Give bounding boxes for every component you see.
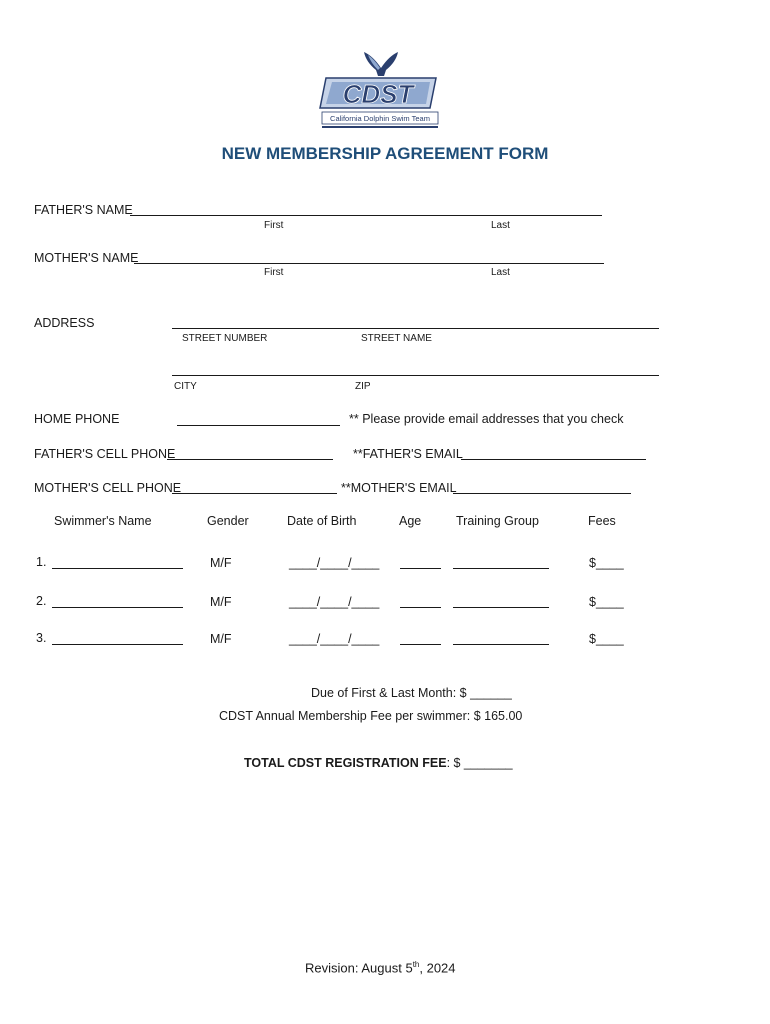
row-number: 1. xyxy=(36,555,47,569)
cdst-logo xyxy=(318,46,444,128)
gender-field[interactable]: M/F xyxy=(210,632,232,646)
row-number: 2. xyxy=(36,594,47,608)
total-fee-label: TOTAL CDST REGISTRATION FEE xyxy=(244,756,447,770)
header-fees: Fees xyxy=(588,514,616,528)
street-number-caption: STREET NUMBER xyxy=(182,333,268,344)
swimmer-name-field[interactable] xyxy=(52,568,183,569)
father-cell-label: FATHER'S CELL PHONE xyxy=(34,447,176,461)
city-caption: CITY xyxy=(174,381,197,392)
header-date-of-birth: Date of Birth xyxy=(287,514,357,528)
address-label: ADDRESS xyxy=(34,316,95,330)
father-email-field[interactable] xyxy=(461,459,646,460)
street-name-caption: STREET NAME xyxy=(361,333,432,344)
gender-field[interactable]: M/F xyxy=(210,556,232,570)
dolphin-tail-logo-graphic xyxy=(318,46,444,128)
total-registration-fee xyxy=(244,756,513,770)
dob-field[interactable]: ____/____/____ xyxy=(289,632,380,646)
fee-field[interactable]: $____ xyxy=(589,595,624,609)
training-group-field[interactable] xyxy=(453,607,549,608)
header-age: Age xyxy=(399,514,422,528)
mother-name-field[interactable] xyxy=(134,263,604,264)
header-training-group: Training Group xyxy=(456,514,539,528)
age-field[interactable] xyxy=(400,644,441,645)
zip-caption: ZIP xyxy=(355,381,371,392)
mother-email-label: **MOTHER'S EMAIL xyxy=(341,481,457,495)
mother-last-caption: Last xyxy=(491,267,510,278)
age-field[interactable] xyxy=(400,607,441,608)
form-title: NEW MEMBERSHIP AGREEMENT FORM xyxy=(221,144,549,163)
revision-suffix: , 2024 xyxy=(419,960,456,976)
logo-tagline: California Dolphin Swim Team xyxy=(330,114,430,123)
father-email-label: **FATHER'S EMAIL xyxy=(353,447,463,461)
father-name-label: FATHER'S NAME xyxy=(34,203,133,217)
row-number: 3. xyxy=(36,631,47,645)
mother-cell-field[interactable] xyxy=(172,493,337,494)
swimmer-name-field[interactable] xyxy=(52,607,183,608)
revision-sup: th xyxy=(412,960,420,969)
mother-first-caption: First xyxy=(264,267,284,278)
age-field[interactable] xyxy=(400,568,441,569)
gender-field[interactable]: M/F xyxy=(210,595,232,609)
home-phone-label: HOME PHONE xyxy=(34,412,120,426)
fee-field[interactable]: $____ xyxy=(589,556,624,570)
header-gender: Gender xyxy=(207,514,249,528)
fee-field[interactable]: $____ xyxy=(589,632,624,646)
mother-email-field[interactable] xyxy=(453,493,631,494)
mother-name-label: MOTHER'S NAME xyxy=(34,251,139,265)
logo-wordmark: CDST xyxy=(342,79,414,109)
father-cell-field[interactable] xyxy=(167,459,333,460)
email-note: ** Please provide email addresses that you check xyxy=(349,412,624,426)
dob-field[interactable]: ____/____/____ xyxy=(289,595,380,609)
revision-date xyxy=(305,960,456,975)
address-street-field[interactable] xyxy=(172,328,659,329)
father-last-caption: Last xyxy=(491,220,510,231)
revision-prefix: Revision: August 5 xyxy=(305,960,413,976)
header-swimmer-name: Swimmer's Name xyxy=(54,514,152,528)
training-group-field[interactable] xyxy=(453,568,549,569)
home-phone-field[interactable] xyxy=(177,425,340,426)
swimmer-name-field[interactable] xyxy=(52,644,183,645)
annual-membership-fee: CDST Annual Membership Fee per swimmer: $ 165.00 xyxy=(219,709,523,723)
father-name-field[interactable] xyxy=(130,215,602,216)
training-group-field[interactable] xyxy=(453,644,549,645)
due-first-last-month: Due of First & Last Month: $ ______ xyxy=(311,686,512,700)
father-first-caption: First xyxy=(264,220,284,231)
dob-field[interactable]: ____/____/____ xyxy=(289,556,380,570)
address-city-field[interactable] xyxy=(172,375,659,376)
mother-cell-label: MOTHER'S CELL PHONE xyxy=(34,481,182,495)
total-fee-value[interactable]: : $ _______ xyxy=(446,756,513,770)
